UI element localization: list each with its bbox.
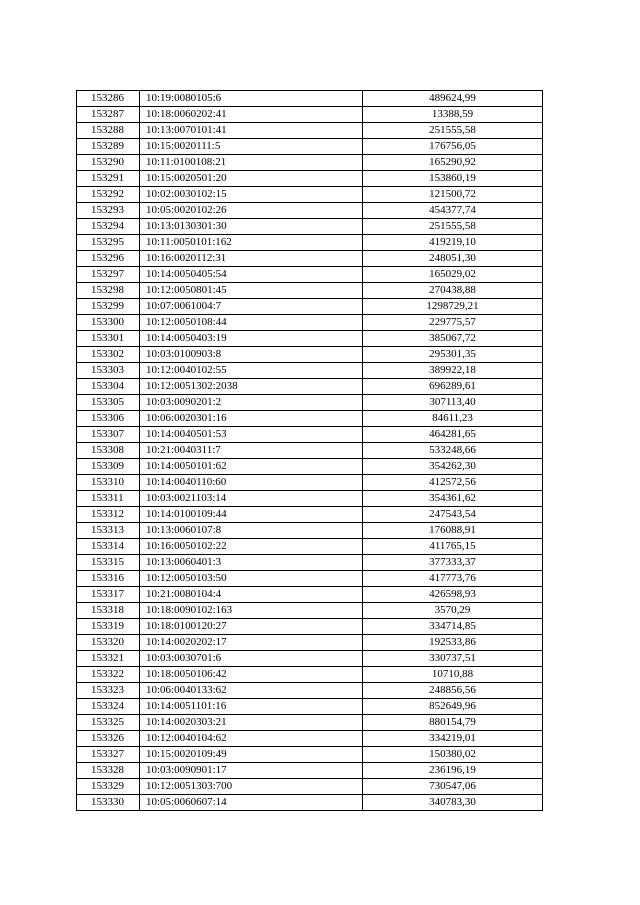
row-number-cell: 153305 <box>77 395 140 411</box>
table-row <box>77 363 543 379</box>
row-number-cell: 153309 <box>77 459 140 475</box>
row-number-cell: 153322 <box>77 667 140 683</box>
row-number-cell: 153301 <box>77 331 140 347</box>
row-number-cell: 153291 <box>77 171 140 187</box>
table-row <box>77 379 543 395</box>
value-amount-cell: 229775,57 <box>363 315 543 331</box>
cadastral-number-cell: 10:03:0030701:6 <box>140 651 363 667</box>
value-amount-cell: 270438,88 <box>363 283 543 299</box>
row-number-cell: 153315 <box>77 555 140 571</box>
table-row <box>77 187 543 203</box>
table-row <box>77 251 543 267</box>
cadastral-number-cell: 10:03:0021103:14 <box>140 491 363 507</box>
row-number-cell: 153314 <box>77 539 140 555</box>
value-amount-cell: 121500,72 <box>363 187 543 203</box>
value-amount-cell: 852649,96 <box>363 699 543 715</box>
table-row <box>77 283 543 299</box>
value-amount-cell: 533248,66 <box>363 443 543 459</box>
cadastral-number-cell: 10:13:0060401:3 <box>140 555 363 571</box>
table-row <box>77 315 543 331</box>
table-row <box>77 779 543 795</box>
row-number-cell: 153306 <box>77 411 140 427</box>
value-amount-cell: 334219,01 <box>363 731 543 747</box>
table-row <box>77 747 543 763</box>
cadastral-number-cell: 10:12:0040104:62 <box>140 731 363 747</box>
table-row <box>77 539 543 555</box>
row-number-cell: 153296 <box>77 251 140 267</box>
row-number-cell: 153316 <box>77 571 140 587</box>
cadastral-number-cell: 10:13:0070101:41 <box>140 123 363 139</box>
value-amount-cell: 176756,05 <box>363 139 543 155</box>
cadastral-number-cell: 10:18:0090102:163 <box>140 603 363 619</box>
cadastral-number-cell: 10:14:0050405:54 <box>140 267 363 283</box>
value-amount-cell: 248051,30 <box>363 251 543 267</box>
table-row <box>77 347 543 363</box>
value-amount-cell: 153860,19 <box>363 171 543 187</box>
row-number-cell: 153308 <box>77 443 140 459</box>
cadastral-number-cell: 10:05:0060607:14 <box>140 795 363 811</box>
cadastral-number-cell: 10:14:0050101:62 <box>140 459 363 475</box>
row-number-cell: 153300 <box>77 315 140 331</box>
value-amount-cell: 150380,02 <box>363 747 543 763</box>
row-number-cell: 153293 <box>77 203 140 219</box>
cadastral-number-cell: 10:12:0051303:700 <box>140 779 363 795</box>
table-row <box>77 459 543 475</box>
table-row <box>77 587 543 603</box>
value-amount-cell: 880154,79 <box>363 715 543 731</box>
value-amount-cell: 247543,54 <box>363 507 543 523</box>
value-amount-cell: 13388,59 <box>363 107 543 123</box>
table-row <box>77 123 543 139</box>
cadastral-number-cell: 10:19:0080105:6 <box>140 91 363 107</box>
table-row <box>77 571 543 587</box>
row-number-cell: 153290 <box>77 155 140 171</box>
value-amount-cell: 334714,85 <box>363 619 543 635</box>
value-amount-cell: 84611,23 <box>363 411 543 427</box>
table-row <box>77 219 543 235</box>
table-row <box>77 651 543 667</box>
value-amount-cell: 730547,06 <box>363 779 543 795</box>
cadastral-number-cell: 10:03:0090901:17 <box>140 763 363 779</box>
table-row <box>77 107 543 123</box>
cadastral-number-cell: 10:21:0080104:4 <box>140 587 363 603</box>
table-row <box>77 699 543 715</box>
cadastral-number-cell: 10:14:0051101:16 <box>140 699 363 715</box>
row-number-cell: 153320 <box>77 635 140 651</box>
value-amount-cell: 340783,30 <box>363 795 543 811</box>
table-row <box>77 411 543 427</box>
cadastral-number-cell: 10:11:0100108:21 <box>140 155 363 171</box>
row-number-cell: 153318 <box>77 603 140 619</box>
table-row <box>77 139 543 155</box>
cadastral-number-cell: 10:18:0100120:27 <box>140 619 363 635</box>
row-number-cell: 153313 <box>77 523 140 539</box>
value-amount-cell: 354262,30 <box>363 459 543 475</box>
table-row <box>77 667 543 683</box>
value-amount-cell: 236196,19 <box>363 763 543 779</box>
table-row <box>77 683 543 699</box>
cadastral-number-cell: 10:06:0020301:16 <box>140 411 363 427</box>
cadastral-number-cell: 10:14:0050403:19 <box>140 331 363 347</box>
cadastral-number-cell: 10:12:0051302:2038 <box>140 379 363 395</box>
row-number-cell: 153304 <box>77 379 140 395</box>
table-row <box>77 155 543 171</box>
value-amount-cell: 330737,51 <box>363 651 543 667</box>
value-amount-cell: 489624,99 <box>363 91 543 107</box>
table-row <box>77 507 543 523</box>
row-number-cell: 153323 <box>77 683 140 699</box>
row-number-cell: 153328 <box>77 763 140 779</box>
row-number-cell: 153303 <box>77 363 140 379</box>
value-amount-cell: 696289,61 <box>363 379 543 395</box>
row-number-cell: 153310 <box>77 475 140 491</box>
value-amount-cell: 3570,29 <box>363 603 543 619</box>
cadastral-number-cell: 10:12:0040102:55 <box>140 363 363 379</box>
cadastral-number-cell: 10:03:0090201:2 <box>140 395 363 411</box>
value-amount-cell: 426598,93 <box>363 587 543 603</box>
cadastral-number-cell: 10:12:0050801:45 <box>140 283 363 299</box>
row-number-cell: 153330 <box>77 795 140 811</box>
table-row <box>77 555 543 571</box>
cadastral-number-cell: 10:14:0020303:21 <box>140 715 363 731</box>
cadastral-number-cell: 10:14:0040110:60 <box>140 475 363 491</box>
row-number-cell: 153319 <box>77 619 140 635</box>
row-number-cell: 153307 <box>77 427 140 443</box>
table-row <box>77 171 543 187</box>
row-number-cell: 153324 <box>77 699 140 715</box>
cadastral-number-cell: 10:07:0061004:7 <box>140 299 363 315</box>
row-number-cell: 153292 <box>77 187 140 203</box>
value-amount-cell: 10710,88 <box>363 667 543 683</box>
cadastral-number-cell: 10:15:0020501:20 <box>140 171 363 187</box>
cadastral-number-cell: 10:12:0050103:50 <box>140 571 363 587</box>
row-number-cell: 153294 <box>77 219 140 235</box>
value-amount-cell: 354361,62 <box>363 491 543 507</box>
table-row <box>77 475 543 491</box>
row-number-cell: 153287 <box>77 107 140 123</box>
table-row <box>77 267 543 283</box>
row-number-cell: 153326 <box>77 731 140 747</box>
row-number-cell: 153302 <box>77 347 140 363</box>
row-number-cell: 153288 <box>77 123 140 139</box>
cadastral-value-table <box>76 90 543 811</box>
table-row <box>77 715 543 731</box>
table-row <box>77 443 543 459</box>
table-row <box>77 619 543 635</box>
value-amount-cell: 412572,56 <box>363 475 543 491</box>
table-row <box>77 395 543 411</box>
cadastral-number-cell: 10:03:0100903:8 <box>140 347 363 363</box>
cadastral-number-cell: 10:13:0060107:8 <box>140 523 363 539</box>
value-amount-cell: 295301,35 <box>363 347 543 363</box>
value-amount-cell: 307113,40 <box>363 395 543 411</box>
row-number-cell: 153317 <box>77 587 140 603</box>
value-amount-cell: 411765,15 <box>363 539 543 555</box>
cadastral-number-cell: 10:16:0020112:31 <box>140 251 363 267</box>
table-row <box>77 635 543 651</box>
value-amount-cell: 377333,37 <box>363 555 543 571</box>
row-number-cell: 153299 <box>77 299 140 315</box>
row-number-cell: 153297 <box>77 267 140 283</box>
cadastral-number-cell: 10:18:0060202:41 <box>140 107 363 123</box>
value-amount-cell: 1298729,21 <box>363 299 543 315</box>
cadastral-number-cell: 10:16:0050102:22 <box>140 539 363 555</box>
table-row <box>77 603 543 619</box>
value-amount-cell: 251555,58 <box>363 219 543 235</box>
value-amount-cell: 176088,91 <box>363 523 543 539</box>
table-row <box>77 299 543 315</box>
value-amount-cell: 165029,02 <box>363 267 543 283</box>
cadastral-number-cell: 10:15:0020109:49 <box>140 747 363 763</box>
table-row <box>77 491 543 507</box>
row-number-cell: 153321 <box>77 651 140 667</box>
row-number-cell: 153286 <box>77 91 140 107</box>
table-body <box>77 91 543 811</box>
cadastral-number-cell: 10:06:0040133:62 <box>140 683 363 699</box>
row-number-cell: 153289 <box>77 139 140 155</box>
table-row <box>77 91 543 107</box>
cadastral-number-cell: 10:05:0020102:26 <box>140 203 363 219</box>
cadastral-number-cell: 10:14:0100109:44 <box>140 507 363 523</box>
table-row <box>77 331 543 347</box>
value-amount-cell: 464281,65 <box>363 427 543 443</box>
value-amount-cell: 389922,18 <box>363 363 543 379</box>
cadastral-number-cell: 10:11:0050101:162 <box>140 235 363 251</box>
cadastral-number-cell: 10:18:0050106:42 <box>140 667 363 683</box>
value-amount-cell: 165290,92 <box>363 155 543 171</box>
row-number-cell: 153329 <box>77 779 140 795</box>
row-number-cell: 153312 <box>77 507 140 523</box>
table-row <box>77 795 543 811</box>
cadastral-number-cell: 10:13:0130301:30 <box>140 219 363 235</box>
row-number-cell: 153298 <box>77 283 140 299</box>
table-row <box>77 203 543 219</box>
value-amount-cell: 192533,86 <box>363 635 543 651</box>
table-row <box>77 523 543 539</box>
value-amount-cell: 248856,56 <box>363 683 543 699</box>
cadastral-number-cell: 10:14:0020202:17 <box>140 635 363 651</box>
value-amount-cell: 419219,10 <box>363 235 543 251</box>
cadastral-number-cell: 10:21:0040311:7 <box>140 443 363 459</box>
cadastral-number-cell: 10:02:0030102:15 <box>140 187 363 203</box>
cadastral-number-cell: 10:14:0040501:53 <box>140 427 363 443</box>
table-row <box>77 763 543 779</box>
cadastral-number-cell: 10:15:0020111:5 <box>140 139 363 155</box>
table-row <box>77 731 543 747</box>
row-number-cell: 153311 <box>77 491 140 507</box>
value-amount-cell: 385067,72 <box>363 331 543 347</box>
row-number-cell: 153327 <box>77 747 140 763</box>
value-amount-cell: 251555,58 <box>363 123 543 139</box>
cadastral-number-cell: 10:12:0050108:44 <box>140 315 363 331</box>
row-number-cell: 153295 <box>77 235 140 251</box>
table-row <box>77 235 543 251</box>
value-amount-cell: 454377,74 <box>363 203 543 219</box>
table-row <box>77 427 543 443</box>
row-number-cell: 153325 <box>77 715 140 731</box>
value-amount-cell: 417773,76 <box>363 571 543 587</box>
